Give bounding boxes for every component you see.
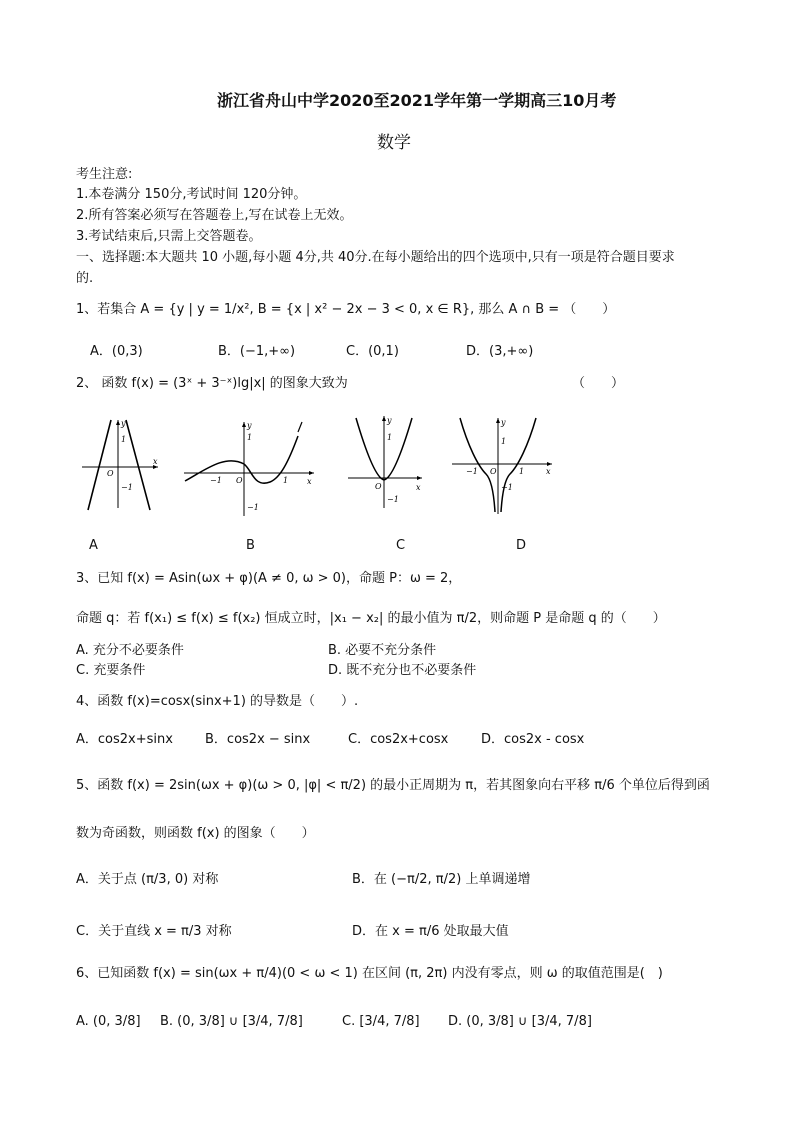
axis-y-label: y (501, 418, 506, 427)
tick-label: 1 (501, 437, 507, 446)
question-3-line1: 3、已知 f(x) = Asin(ωx + φ)(A ≠ 0, ω > 0)，命题 P：ω = 2， (76, 571, 462, 586)
question-5-line2: 数为奇函数，则函数 f(x) 的图象（ ） (76, 826, 315, 841)
tick-label: −1 (210, 476, 222, 485)
q6-option-c: C. [3/4, 7/8] (342, 1014, 420, 1029)
axis-y-label: y (121, 419, 126, 428)
q2-answer-paren: （ ） (572, 376, 625, 391)
notice-heading: 考生注意: (76, 167, 133, 182)
tick-label: 1 (519, 467, 525, 476)
q5-option-a: A．关于点 (π/3, 0) 对称 (76, 872, 219, 887)
graph-c (344, 412, 426, 512)
q4-option-d: D．cos2x - cosx (481, 732, 585, 747)
question-5-line1: 5、函数 f(x) = 2sin(ωx + φ)(ω > 0, |φ| < π/2) 的最小正周期为 π，若其图象向右平移 π/6 个单位后得到函 (76, 778, 710, 793)
q1-option-a: A．(0,3) (90, 344, 143, 359)
graph-b (180, 418, 318, 518)
q6-option-b: B. (0, 3/8] ∪ [3/4, 7/8] (160, 1014, 303, 1029)
section-heading: 一、选择题:本大题共 10 小题,每小题 4分,共 40分.在每小题给出的四个选项中,只有一项是符合题目要求 (76, 250, 675, 265)
q4-option-a: A．cos2x+sinx (76, 732, 173, 747)
origin-label: O (107, 469, 114, 478)
graph-d (448, 416, 558, 516)
tick-label: 1 (121, 435, 127, 444)
tick-label: 1 (387, 433, 393, 442)
q1-option-b: B．(−1,+∞) (218, 344, 296, 359)
tick-label: 1 (283, 476, 289, 485)
q1-option-d: D．(3,+∞) (466, 344, 534, 359)
notice-item: 2.所有答案必须写在答题卷上,写在试卷上无效。 (76, 208, 353, 223)
question-6-stem: 6、已知函数 f(x) = sin(ωx + π/4)(0 < ω < 1) 在区间 (π, 2π) 内没有零点，则 ω 的取值范围是( ) (76, 966, 663, 981)
origin-label: O (236, 476, 243, 485)
section-heading-cont: 的. (76, 271, 94, 286)
axis-x-label: x (153, 457, 158, 466)
q6-option-a: A. (0, 3/8] (76, 1014, 141, 1029)
graph-c-label: C (396, 538, 406, 553)
tick-label: 1 (247, 433, 253, 442)
graph-d-label: D (516, 538, 527, 553)
q3-option-a: A. 充分不必要条件 (76, 643, 184, 658)
q3-option-c: C. 充要条件 (76, 663, 146, 678)
question-3-line2: 命题 q：若 f(x₁) ≤ f(x) ≤ f(x₂) 恒成立时，|x₁ − x₂| 的最小值为 π/2，则命题 P 是命题 q 的（ ） (76, 611, 666, 626)
q5-option-c: C．关于直线 x = π/3 对称 (76, 924, 232, 939)
notice-item: 3.考试结束后,只需上交答题卷。 (76, 229, 262, 244)
axis-y-label: y (247, 421, 252, 430)
q3-option-b: B. 必要不充分条件 (328, 643, 437, 658)
axis-x-label: x (546, 467, 551, 476)
q1-option-c: C．(0,1) (346, 344, 399, 359)
origin-label: O (490, 467, 497, 476)
question-1-stem: 1、若集合 A = {y | y = 1/x², B = {x | x² − 2x − 3 < 0, x ∈ R}, 那么 A ∩ B = （ ） (76, 302, 616, 317)
tick-label: −1 (501, 483, 513, 492)
axis-y-label: y (387, 416, 392, 425)
graph-b-label: B (246, 538, 255, 553)
origin-label: O (375, 482, 382, 491)
q3-option-d: D. 既不充分也不必要条件 (328, 663, 477, 678)
tick-label: −1 (387, 495, 399, 504)
graph-a (78, 412, 160, 512)
subject-title: 数学 (377, 133, 411, 153)
q5-option-b: B．在 (−π/2, π/2) 上单调递增 (352, 872, 531, 887)
tick-label: −1 (466, 467, 478, 476)
tick-label: −1 (247, 503, 259, 512)
q5-option-d: D．在 x = π/6 处取最大值 (352, 924, 509, 939)
q4-option-b: B．cos2x − sinx (205, 732, 311, 747)
tick-label: −1 (121, 483, 133, 492)
axis-x-label: x (307, 477, 312, 486)
graph-a-label: A (89, 538, 98, 553)
notice-item: 1.本卷满分 150分,考试时间 120分钟。 (76, 187, 307, 202)
question-4-stem: 4、函数 f(x)=cosx(sinx+1) 的导数是（ ）. (76, 694, 359, 709)
q4-option-c: C．cos2x+cosx (348, 732, 449, 747)
axis-x-label: x (416, 483, 421, 492)
question-2-stem: 2、 函数 f(x) = (3ˣ + 3⁻ˣ)lg|x| 的图象大致为 (76, 376, 348, 391)
exam-title: 浙江省舟山中学2020至2021学年第一学期高三10月考 (217, 91, 617, 110)
q6-option-d: D. (0, 3/8] ∪ [3/4, 7/8] (448, 1014, 592, 1029)
